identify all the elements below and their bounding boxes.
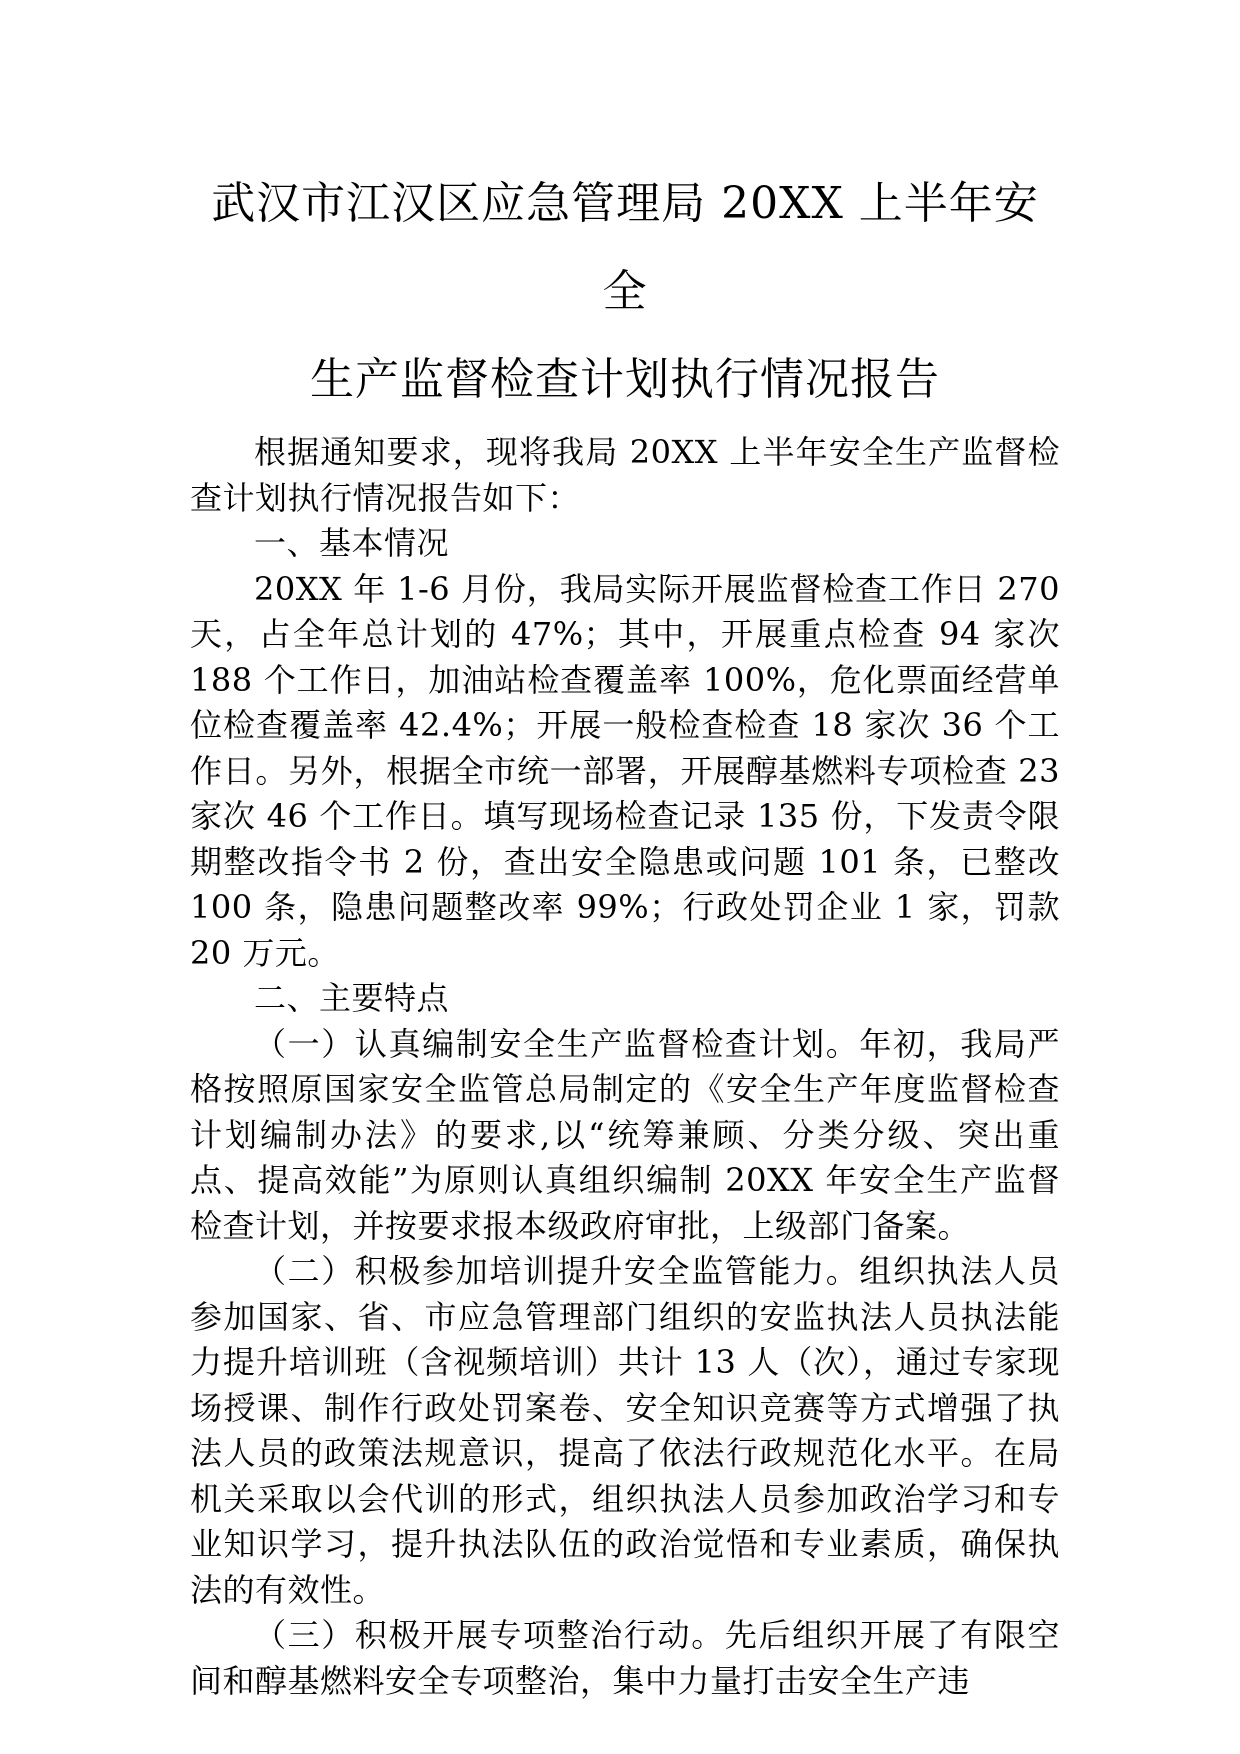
feature-paragraph-3: （三）积极开展专项整治行动。先后组织开展了有限空间和醇基燃料安全专项整治，集中力量打击安全生产违 [190, 1616, 1060, 1700]
title-line-2: 生产监督检查计划执行情况报告 [310, 354, 940, 405]
feature-paragraph-1: （一）认真编制安全生产监督检查计划。年初，我局严格按照原国家安全监管总局制定的《安全生产年度监督检查计划编制办法》的要求,以“统筹兼顾、分类分级、突出重点、提高效能”为原则认真组织编制 20XX 年安全生产监督检查计划，并按要求报本级政府审批，上级部门备案。 [190, 1024, 1060, 1245]
intro-paragraph: 根据通知要求，现将我局 20XX 上半年安全生产监督检查计划执行情况报告如下： [190, 433, 1060, 517]
document-body [190, 430, 1060, 1704]
feature-paragraph-2: （二）积极参加培训提升安全监管能力。组织执法人员参加国家、省、市应急管理部门组织的安监执法人员执法能力提升培训班（含视频培训）共计 13 人（次），通过专家现场授课、制作行政处罚案卷、安全知识竞赛等方式增强了执法人员的政策法规意识，提高了依法行政规范化水平。在局机关采取以会代训的形式，组织执法人员参加政治学习和专业知识学习，提升执法队伍的政治觉悟和专业素质，确保执法的有效性。 [190, 1252, 1060, 1609]
document-title [190, 160, 1060, 424]
basic-situation-paragraph: 20XX 年 1-6 月份，我局实际开展监督检查工作日 270 天，占全年总计划的 47%；其中，开展重点检查 94 家次 188 个工作日，加油站检查覆盖率 100%，危化票面经营单位检查覆盖率 42.4%；开展一般检查检查 18 家次 36 个工作日。另外，根据全市统一部署，开展醇基燃料专项检查 23 家次 46 个工作日。填写现场检查记录 135 份，下发责令限期整改指令书 2 份，查出安全隐患或问题 101 条，已整改 100 条，隐患问题整改率 99%；行政处罚企业 1 家，罚款 20 万元。 [190, 569, 1060, 972]
title-line-1: 武汉市江汉区应急管理局 20XX 上半年安全 [211, 178, 1039, 317]
section-heading-main-features: 二、主要特点 [254, 979, 450, 1017]
section-heading-basic-situation: 一、基本情况 [254, 524, 450, 562]
document-page [190, 160, 1060, 1704]
